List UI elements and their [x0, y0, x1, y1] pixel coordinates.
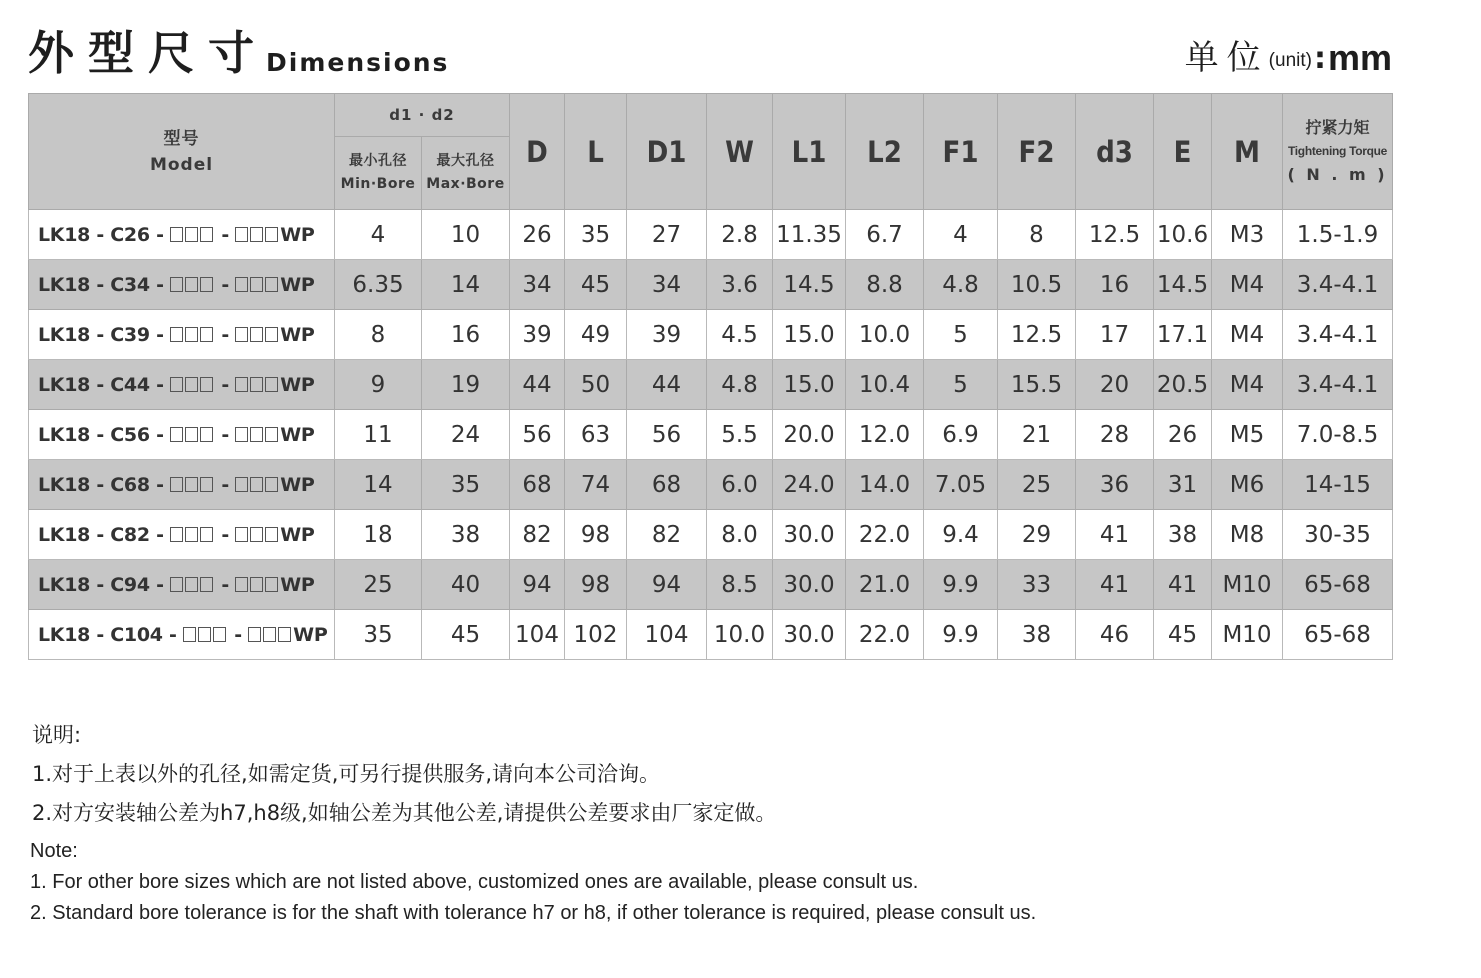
blank-box-icon [170, 427, 183, 442]
cell-L: 45 [565, 260, 627, 310]
table-row [29, 610, 1393, 660]
blank-box-icon [265, 377, 278, 392]
cell-d3: 17 [1076, 310, 1154, 360]
blank-box-icon [235, 377, 248, 392]
blank-box-icon [185, 227, 198, 242]
model-cell [29, 610, 335, 660]
cell-F2: 21 [998, 410, 1076, 460]
blank-box-icon [250, 327, 263, 342]
cell-L1: 20.0 [773, 410, 846, 460]
blank-box-icon [265, 477, 278, 492]
cell-min-bore: 11 [335, 410, 422, 460]
page-title [28, 26, 449, 80]
cell-D: 26 [510, 210, 565, 260]
cell-L1: 30.0 [773, 610, 846, 660]
cell-D: 56 [510, 410, 565, 460]
model-prefix: LK18 - C94 - [38, 573, 164, 596]
model-suffix: WP [280, 373, 315, 396]
cell-W: 6.0 [707, 460, 773, 510]
cell-L2: 8.8 [846, 260, 924, 310]
blank-box-icon [185, 377, 198, 392]
cell-d3: 16 [1076, 260, 1154, 310]
cell-F1: 9.4 [924, 510, 998, 560]
header-D: D [510, 94, 565, 210]
blank-box-icon [235, 227, 248, 242]
table-row [29, 560, 1393, 610]
model-suffix: WP [280, 273, 315, 296]
header-max-bore-en: Max·Bore [426, 176, 505, 192]
header-W: W [707, 94, 773, 210]
option-boxes [183, 624, 228, 646]
blank-box-icon [183, 627, 196, 642]
cell-D1: 39 [627, 310, 707, 360]
unit-en: (unit) [1268, 50, 1312, 71]
blank-box-icon [200, 377, 213, 392]
model-separator: - [221, 573, 229, 596]
option-boxes [235, 524, 280, 546]
header-min-bore-en: Min·Bore [340, 176, 416, 192]
model-prefix: LK18 - C44 - [38, 373, 164, 396]
cell-F2: 38 [998, 610, 1076, 660]
cell-W: 4.8 [707, 360, 773, 410]
cell-E: 26 [1154, 410, 1212, 460]
cell-W: 2.8 [707, 210, 773, 260]
header-min-bore-cn: 最小孔径 [349, 153, 407, 169]
blank-box-icon [200, 277, 213, 292]
header-L: L [565, 94, 627, 210]
notes-cn-title: 说明: [32, 723, 82, 747]
cell-F1: 7.05 [924, 460, 998, 510]
cell-F2: 25 [998, 460, 1076, 510]
table-row [29, 510, 1393, 560]
cell-torque: 3.4-4.1 [1283, 360, 1393, 410]
cell-torque: 3.4-4.1 [1283, 310, 1393, 360]
blank-box-icon [235, 327, 248, 342]
blank-box-icon [213, 627, 226, 642]
cell-torque: 14-15 [1283, 460, 1393, 510]
model-prefix: LK18 - C68 - [38, 473, 164, 496]
notes-en-item-1: 1. For other bore sizes which are not listed above, customized ones are available, please consult us. [30, 871, 919, 893]
model-suffix: WP [293, 623, 328, 646]
header-torque-en: Tightening Torque [1287, 143, 1388, 158]
header-max-bore-cn: 最大孔径 [436, 153, 495, 169]
header-max-bore [422, 137, 510, 210]
model-suffix: WP [280, 473, 315, 496]
cell-d3: 28 [1076, 410, 1154, 460]
model-cell [29, 460, 335, 510]
model-separator: - [221, 523, 229, 546]
option-boxes [235, 224, 280, 246]
blank-box-icon [170, 227, 183, 242]
model-cell [29, 260, 335, 310]
blank-box-icon [185, 427, 198, 442]
notes-en [30, 836, 1036, 929]
blank-box-icon [250, 227, 263, 242]
cell-L2: 10.4 [846, 360, 924, 410]
header-model [29, 94, 335, 210]
cell-E: 45 [1154, 610, 1212, 660]
model-cell [29, 560, 335, 610]
cell-D1: 94 [627, 560, 707, 610]
notes-en-title: Note: [30, 840, 78, 862]
cell-D1: 34 [627, 260, 707, 310]
blank-box-icon [200, 577, 213, 592]
table-row [29, 410, 1393, 460]
cell-F2: 29 [998, 510, 1076, 560]
unit-label [1185, 38, 1392, 78]
cell-d3: 46 [1076, 610, 1154, 660]
cell-L2: 12.0 [846, 410, 924, 460]
title-en: Dimensions [266, 48, 450, 77]
model-separator: - [234, 623, 242, 646]
cell-W: 3.6 [707, 260, 773, 310]
cell-L1: 15.0 [773, 310, 846, 360]
cell-L1: 30.0 [773, 560, 846, 610]
header-F1: F1 [924, 94, 998, 210]
cell-D1: 27 [627, 210, 707, 260]
header-L1: L1 [773, 94, 846, 210]
cell-D1: 56 [627, 410, 707, 460]
blank-box-icon [265, 427, 278, 442]
blank-box-icon [170, 577, 183, 592]
blank-box-icon [185, 477, 198, 492]
blank-box-icon [265, 327, 278, 342]
model-suffix: WP [280, 423, 315, 446]
cell-L1: 24.0 [773, 460, 846, 510]
table-body [29, 210, 1393, 660]
cell-torque: 1.5-1.9 [1283, 210, 1393, 260]
header-d1-d2: d1 · d2 [335, 94, 510, 137]
blank-box-icon [170, 277, 183, 292]
option-boxes [170, 524, 215, 546]
blank-box-icon [250, 577, 263, 592]
table-row [29, 210, 1393, 260]
title-cn: 外型尺寸 [28, 26, 268, 80]
cell-L1: 14.5 [773, 260, 846, 310]
cell-d3: 12.5 [1076, 210, 1154, 260]
cell-F2: 33 [998, 560, 1076, 610]
cell-min-bore: 8 [335, 310, 422, 360]
cell-torque: 3.4-4.1 [1283, 260, 1393, 310]
table-row [29, 310, 1393, 360]
cell-torque: 65-68 [1283, 560, 1393, 610]
blank-box-icon [265, 527, 278, 542]
notes-cn [32, 716, 776, 833]
cell-E: 14.5 [1154, 260, 1212, 310]
model-prefix: LK18 - C26 - [38, 223, 164, 246]
blank-box-icon [170, 327, 183, 342]
blank-box-icon [263, 627, 276, 642]
header-d3: d3 [1076, 94, 1154, 210]
cell-W: 5.5 [707, 410, 773, 460]
cell-F1: 4 [924, 210, 998, 260]
blank-box-icon [200, 427, 213, 442]
option-boxes [235, 274, 280, 296]
cell-M: M4 [1212, 360, 1283, 410]
option-boxes [170, 574, 215, 596]
cell-M: M4 [1212, 310, 1283, 360]
blank-box-icon [200, 477, 213, 492]
cell-min-bore: 18 [335, 510, 422, 560]
cell-min-bore: 4 [335, 210, 422, 260]
model-cell [29, 210, 335, 260]
cell-L: 63 [565, 410, 627, 460]
cell-d3: 41 [1076, 560, 1154, 610]
cell-L: 35 [565, 210, 627, 260]
option-boxes [170, 374, 215, 396]
cell-M: M10 [1212, 610, 1283, 660]
cell-D1: 68 [627, 460, 707, 510]
header-torque-cn: 拧紧力矩 [1305, 117, 1370, 137]
cell-d3: 41 [1076, 510, 1154, 560]
blank-box-icon [185, 577, 198, 592]
blank-box-icon [235, 527, 248, 542]
cell-W: 10.0 [707, 610, 773, 660]
option-boxes [248, 624, 293, 646]
model-cell [29, 410, 335, 460]
table-row [29, 360, 1393, 410]
cell-E: 41 [1154, 560, 1212, 610]
model-separator: - [221, 423, 229, 446]
cell-W: 8.0 [707, 510, 773, 560]
option-boxes [170, 274, 215, 296]
model-separator: - [221, 323, 229, 346]
cell-max-bore: 14 [422, 260, 510, 310]
header-min-bore [335, 137, 422, 210]
model-cell [29, 360, 335, 410]
header-model-cn: 型号 [163, 128, 200, 149]
blank-box-icon [265, 577, 278, 592]
option-boxes [235, 424, 280, 446]
blank-box-icon [250, 527, 263, 542]
cell-max-bore: 45 [422, 610, 510, 660]
blank-box-icon [198, 627, 211, 642]
cell-min-bore: 14 [335, 460, 422, 510]
model-cell [29, 510, 335, 560]
unit-cn: 单位 [1184, 38, 1269, 78]
model-separator: - [221, 273, 229, 296]
unit-separator: : [1313, 41, 1326, 76]
cell-L1: 11.35 [773, 210, 846, 260]
cell-L: 50 [565, 360, 627, 410]
model-prefix: LK18 - C39 - [38, 323, 164, 346]
notes-cn-item-2: 2.对方安装轴公差为h7,h8级,如轴公差为其他公差,请提供公差要求由厂家定做。 [32, 801, 777, 825]
cell-E: 10.6 [1154, 210, 1212, 260]
cell-F2: 8 [998, 210, 1076, 260]
option-boxes [235, 474, 280, 496]
cell-min-bore: 25 [335, 560, 422, 610]
blank-box-icon [250, 277, 263, 292]
blank-box-icon [170, 527, 183, 542]
blank-box-icon [235, 277, 248, 292]
blank-box-icon [265, 227, 278, 242]
header-row-1 [29, 94, 1393, 137]
blank-box-icon [185, 527, 198, 542]
cell-min-bore: 35 [335, 610, 422, 660]
blank-box-icon [235, 427, 248, 442]
cell-min-bore: 9 [335, 360, 422, 410]
cell-D: 94 [510, 560, 565, 610]
cell-D: 44 [510, 360, 565, 410]
header-D1: D1 [627, 94, 707, 210]
blank-box-icon [200, 327, 213, 342]
blank-box-icon [185, 277, 198, 292]
blank-box-icon [235, 577, 248, 592]
cell-max-bore: 10 [422, 210, 510, 260]
cell-min-bore: 6.35 [335, 260, 422, 310]
cell-max-bore: 40 [422, 560, 510, 610]
cell-E: 20.5 [1154, 360, 1212, 410]
model-suffix: WP [280, 573, 315, 596]
cell-torque: 7.0-8.5 [1283, 410, 1393, 460]
header-L2: L2 [846, 94, 924, 210]
cell-L: 102 [565, 610, 627, 660]
header-torque-unit: ( N . m ) [1287, 164, 1388, 184]
cell-D: 104 [510, 610, 565, 660]
cell-M: M5 [1212, 410, 1283, 460]
option-boxes [170, 424, 215, 446]
model-separator: - [221, 223, 229, 246]
cell-F1: 9.9 [924, 610, 998, 660]
blank-box-icon [278, 627, 291, 642]
cell-E: 31 [1154, 460, 1212, 510]
cell-F2: 12.5 [998, 310, 1076, 360]
cell-L2: 22.0 [846, 510, 924, 560]
blank-box-icon [170, 377, 183, 392]
model-suffix: WP [280, 523, 315, 546]
cell-max-bore: 19 [422, 360, 510, 410]
header-model-en: Model [149, 154, 214, 175]
cell-F1: 4.8 [924, 260, 998, 310]
header-M: M [1212, 94, 1283, 210]
cell-L2: 10.0 [846, 310, 924, 360]
cell-max-bore: 16 [422, 310, 510, 360]
option-boxes [235, 574, 280, 596]
notes-cn-item-1: 1.对于上表以外的孔径,如需定货,可另行提供服务,请向本公司洽询。 [32, 762, 661, 786]
model-separator: - [221, 473, 229, 496]
cell-F2: 15.5 [998, 360, 1076, 410]
cell-torque: 30-35 [1283, 510, 1393, 560]
cell-D: 34 [510, 260, 565, 310]
blank-box-icon [170, 477, 183, 492]
cell-L1: 15.0 [773, 360, 846, 410]
table-row [29, 260, 1393, 310]
cell-torque: 65-68 [1283, 610, 1393, 660]
cell-max-bore: 38 [422, 510, 510, 560]
cell-M: M8 [1212, 510, 1283, 560]
model-separator: - [221, 373, 229, 396]
cell-W: 4.5 [707, 310, 773, 360]
model-prefix: LK18 - C56 - [38, 423, 164, 446]
blank-box-icon [250, 377, 263, 392]
cell-L: 74 [565, 460, 627, 510]
cell-L2: 22.0 [846, 610, 924, 660]
cell-W: 8.5 [707, 560, 773, 610]
cell-F2: 10.5 [998, 260, 1076, 310]
blank-box-icon [200, 527, 213, 542]
option-boxes [235, 374, 280, 396]
cell-max-bore: 35 [422, 460, 510, 510]
header-torque [1283, 94, 1393, 210]
blank-box-icon [248, 627, 261, 642]
model-suffix: WP [280, 323, 315, 346]
cell-D1: 82 [627, 510, 707, 560]
cell-L: 98 [565, 560, 627, 610]
table-row [29, 460, 1393, 510]
notes-en-item-2: 2. Standard bore tolerance is for the shaft with tolerance h7 or h8, if other tolerance is required, please consult us. [30, 902, 1037, 924]
model-prefix: LK18 - C104 - [38, 623, 177, 646]
cell-E: 17.1 [1154, 310, 1212, 360]
model-prefix: LK18 - C82 - [38, 523, 164, 546]
cell-E: 38 [1154, 510, 1212, 560]
cell-L2: 6.7 [846, 210, 924, 260]
option-boxes [170, 224, 215, 246]
cell-F1: 9.9 [924, 560, 998, 610]
cell-M: M4 [1212, 260, 1283, 310]
cell-L: 49 [565, 310, 627, 360]
cell-M: M10 [1212, 560, 1283, 610]
cell-L: 98 [565, 510, 627, 560]
blank-box-icon [250, 427, 263, 442]
cell-D1: 104 [627, 610, 707, 660]
model-prefix: LK18 - C34 - [38, 273, 164, 296]
cell-L2: 14.0 [846, 460, 924, 510]
cell-d3: 36 [1076, 460, 1154, 510]
dimensions-table [28, 93, 1393, 660]
cell-F1: 5 [924, 360, 998, 410]
option-boxes [235, 324, 280, 346]
blank-box-icon [265, 277, 278, 292]
blank-box-icon [185, 327, 198, 342]
cell-D: 39 [510, 310, 565, 360]
header-F2: F2 [998, 94, 1076, 210]
option-boxes [170, 474, 215, 496]
header-E: E [1154, 94, 1212, 210]
option-boxes [170, 324, 215, 346]
cell-max-bore: 24 [422, 410, 510, 460]
cell-M: M6 [1212, 460, 1283, 510]
blank-box-icon [200, 227, 213, 242]
cell-F1: 5 [924, 310, 998, 360]
cell-D1: 44 [627, 360, 707, 410]
model-cell [29, 310, 335, 360]
blank-box-icon [250, 477, 263, 492]
blank-box-icon [235, 477, 248, 492]
cell-D: 68 [510, 460, 565, 510]
cell-d3: 20 [1076, 360, 1154, 410]
cell-M: M3 [1212, 210, 1283, 260]
unit-value: mm [1327, 37, 1392, 78]
cell-L2: 21.0 [846, 560, 924, 610]
cell-L1: 30.0 [773, 510, 846, 560]
model-suffix: WP [280, 223, 315, 246]
cell-D: 82 [510, 510, 565, 560]
cell-F1: 6.9 [924, 410, 998, 460]
